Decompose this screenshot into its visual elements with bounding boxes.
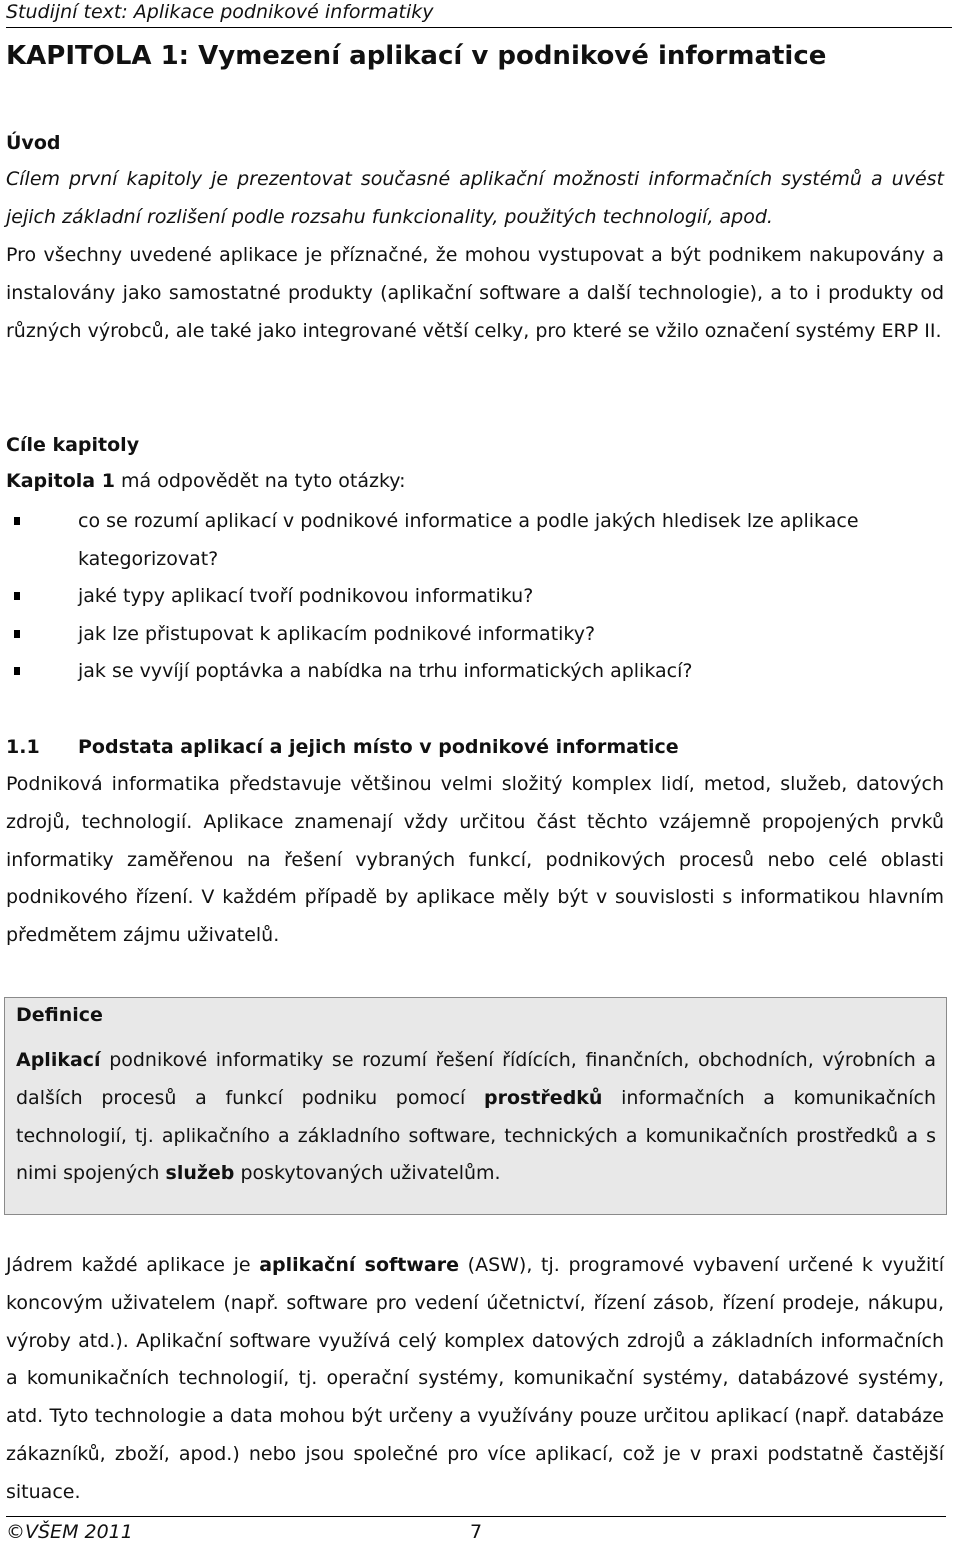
goals-lead (6, 463, 944, 501)
core-text-part: Jádrem každé aplikace je (6, 1254, 260, 1276)
core-text-part: (ASW), tj. programové vybavení určené k využití koncovým uživatelem (např. software pro vedení účetnictví, řízení zásob, řízení prodeje, nákupu, výroby atd.). Aplikační software využívá celý komplex datových zdrojů a základních informačních a komunikačních technologií, tj. operační systémy, komunikační systémy, databázové systémy, atd. Tyto technologie a data mohou být určeny a využívány pouze určitou aplikací (např. databáze zákazníků, zboží, apod.) nebo jsou společné pro více aplikací, což je v praxi podstatně častější situace. (6, 1254, 944, 1503)
square-bullet-icon (14, 517, 20, 525)
definition-bold-term: prostředků (484, 1086, 603, 1109)
list-item (6, 503, 944, 578)
goals-lead-rest: má odpovědět na tyto otázky: (114, 470, 406, 492)
definition-text-part: poskytovaných uživatelům. (234, 1162, 501, 1185)
page-number: 7 (470, 1521, 483, 1543)
page-footer (6, 1516, 946, 1543)
square-bullet-icon (14, 630, 20, 638)
definition-title: Definice (16, 1004, 103, 1026)
list-item-text: jak se vyvíjí poptávka a nabídka na trhu informatických aplikací? (78, 660, 693, 682)
intro-paragraph: Pro všechny uvedené aplikace je příznačné, že mohou vystupovat a být podnikem nakupovány a instalovány jako samostatné produkty (aplikační software a další technologie), a to i produkty od různých výrobců, ale také jako integrované větší celky, pro které se vžilo označení systémy ERP II. (6, 244, 944, 342)
chapter-title: KAPITOLA 1: Vymezení aplikací v podnikové informatice (6, 41, 827, 71)
goals-lead-bold: Kapitola 1 (6, 470, 115, 492)
list-item (6, 578, 944, 616)
square-bullet-icon (14, 592, 20, 600)
intro-heading: Úvod (6, 132, 61, 154)
running-header: Studijní text: Aplikace podnikové informatiky (6, 0, 952, 28)
list-item-text: jak lze přistupovat k aplikacím podnikové informatiky? (78, 622, 596, 645)
section-number: 1.1 (6, 736, 40, 758)
core-paragraph (6, 1247, 944, 1512)
definition-term: Aplikací (16, 1049, 101, 1071)
goals-heading: Cíle kapitoly (6, 434, 140, 456)
section-paragraph: Podniková informatika představuje většinou velmi složitý komplex lidí, metod, služeb, datových zdrojů, technologií. Aplikace znamenají vždy určitou část těchto vzájemně propojených prvků informatiky zaměřenou na řešení vybraných funkcí, podnikových procesů nebo celé oblasti podnikového řízení. V každém případě by aplikace měly být v souvislosti s informatikou hlavním předmětem zájmu uživatelů. (6, 773, 944, 947)
definition-text-part: podnikové informatiky se rozumí řešení řídících, finančních, obchodních, výrobních a dalších procesů a funkcí podniku pomocí (16, 1049, 936, 1109)
definition-text (16, 1042, 936, 1193)
footer-copyright: ©VŠEM 2011 (6, 1521, 133, 1543)
square-bullet-icon (14, 667, 20, 675)
definition-bold-term: služeb (165, 1162, 235, 1185)
intro-italic-paragraph: Cílem první kapitoly je prezentovat současné aplikační možnosti informačních systémů a uvést jejich základní rozlišení podle rozsahu funkcionality, použitých technologií, apod. (6, 168, 944, 228)
list-item-text: jaké typy aplikací tvoří podnikovou informatiku? (78, 585, 534, 607)
definition-text-part: informačních a komunikačních technologií, tj. aplikačního a základního software, technických a komunikačních prostředků a s nimi spojených (16, 1086, 936, 1185)
definition-box (4, 997, 947, 1215)
list-item (6, 653, 944, 691)
core-bold-term: aplikační software (259, 1254, 460, 1276)
section-heading (6, 734, 679, 760)
goals-question-list (6, 503, 944, 691)
list-item (6, 616, 944, 654)
section-title: Podstata aplikací a jejich místo v podnikové informatice (78, 736, 679, 758)
list-item-text: co se rozumí aplikací v podnikové informatice a podle jakých hledisek lze aplikace kategorizovat? (78, 510, 859, 570)
